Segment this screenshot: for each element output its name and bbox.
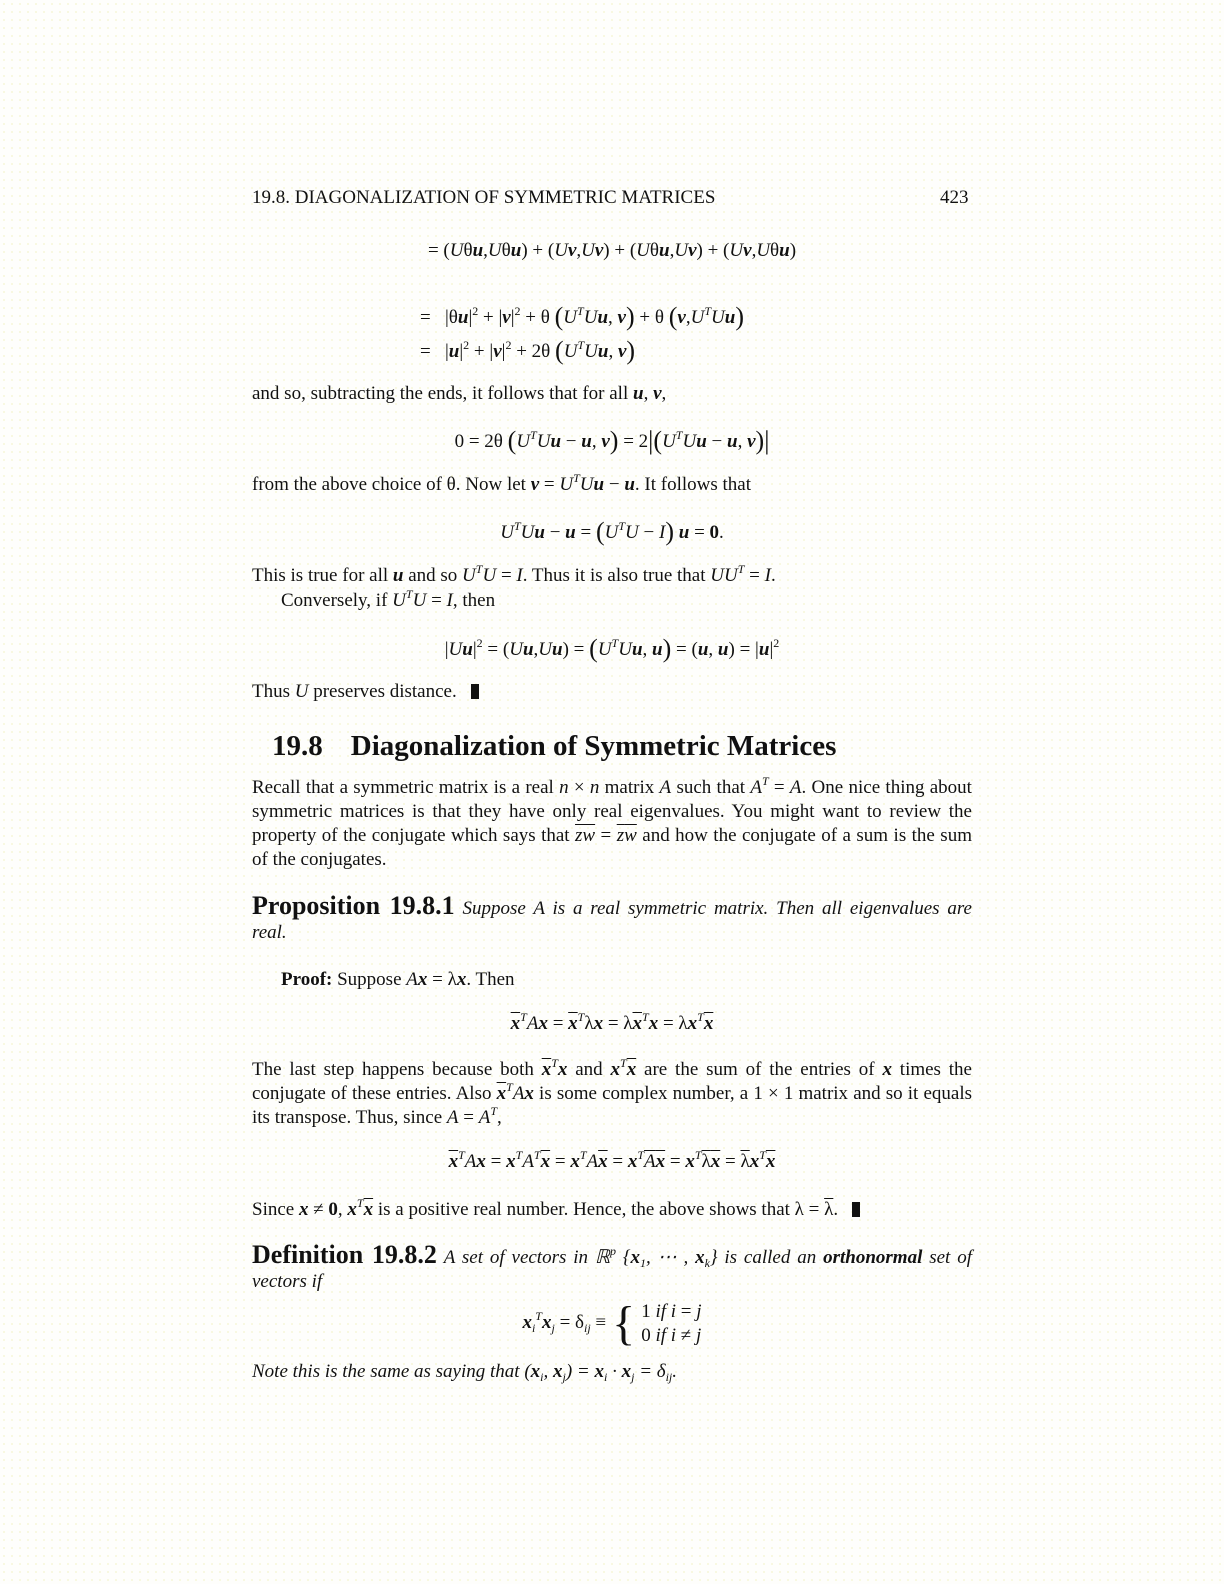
- equation-3: = $|u|^2 + |v|^2 + 2\theta$ ($U^TUu$, v): [420, 336, 636, 365]
- paragraph-choice-theta: from the above choice of θ. Now let $v = U^TUu - u$. It follows that: [252, 471, 751, 495]
- paragraph-true-for-all: This is true for all u and so $U^TU = I$. Thus it is also true that $UU^T = I$.: [252, 562, 776, 586]
- section-title: Diagonalization of Symmetric Matrices: [350, 730, 837, 762]
- proposition-label: Proposition 19.8.1: [252, 891, 455, 920]
- paragraph-last-step: The last step happens because both $\overline{x}^Tx$ and $x^T\overline{x}$ are the sum of the entries of x times the conjugate of these entries. Also $\overline{x}^TAx$ is some complex number, a 1 × 1 matrix and so it equals its transpose. Thus, since $A = A^T$,: [252, 1056, 973, 1128]
- equation-1: = (Uθu,Uθu) + (Uv,Uv) + (Uθu,Uv) + (Uv,Uθu): [427, 240, 797, 261]
- equation-2: = $|\theta u|^2 + |v|^2 + \theta$ ($U^TUu$, v) + θ $(v,U^TUu)$: [420, 302, 744, 331]
- definition-19-8-2: Definition 19.8.2 A set of vectors in ℝ$^p$ {$x_1$, ⋯ , $x_k$} is called an orthonormal set of vectors if: [252, 1240, 972, 1292]
- definition-keyword: orthonormal: [823, 1247, 923, 1268]
- paragraph-intro: Recall that a symmetric matrix is a real n × n matrix A such that $A^T = A$. One nice thing about symmetric matrices is that they have only real eigenvalues. You might want to review the property of the conjugate which says that $\overline{zw} = \overline{z}\overline{w}$ and how the conjugate of a sum is the sum of the conjugates.: [252, 774, 972, 870]
- paragraph-since-x-nonzero: Since x ≠ 0, $x^T\overline{x}$ is a positive real number. Hence, the above shows that $\lambda = \overline{\lambda}$.: [252, 1198, 860, 1222]
- section-number: 19.8: [272, 730, 323, 762]
- page-number: 423: [940, 187, 969, 208]
- equation-4: 0 = 2θ ($U^TUu - u$, $v) = 2|(U^TUu - u$, v)|: [454, 426, 770, 455]
- proof-start: Proof: Suppose Ax = λx. Then: [281, 969, 515, 990]
- equation-5: $U^TUu - u = (U^TU - I) u = 0$.: [500, 517, 724, 546]
- qed-icon: [471, 684, 479, 699]
- proposition-body: Suppose A is a real symmetric matrix. Then all eigenvalues are real.: [252, 898, 972, 943]
- proposition-19-8-1: [252, 891, 972, 945]
- definition-label: Definition 19.8.2: [252, 1240, 437, 1269]
- proof-label: Proof:: [281, 969, 333, 990]
- paragraph-conversely: Conversely, if $U^TU = I$, then: [281, 587, 496, 611]
- equation-9: $x_i^Tx_j = \delta_{ij}$ ≡ { 1 if i = j 0 if i ≠ j: [522, 1297, 702, 1350]
- paragraph-note: Note this is the same as saying that ($x_i$, $x_j) = x_i \cdot x_j = \delta_{ij}$.: [252, 1361, 678, 1384]
- section-heading: [272, 730, 836, 763]
- equation-6: $|Uu|^2 = (Uu,Uu) = (U^TUu$, u) = (u, $u) = |u|^2$: [444, 634, 780, 663]
- running-header: 19.8. DIAGONALIZATION OF SYMMETRIC MATRICES: [252, 187, 716, 208]
- paragraph-subtracting: and so, subtracting the ends, it follows that for all u, v,: [252, 383, 667, 404]
- equation-7: $\overline{x}^TAx = \overline{x}^T\lambda x = \lambda\overline{x}^Tx = \lambda x^T\overline{x}$: [510, 1010, 714, 1034]
- equation-8: $\overline{x}^TAx = x^TA^T\overline{x} = x^TA\overline{x} = x^TAx = x^T\lambda x = \overline{\lambda}x^T\overline{x}$: [448, 1148, 776, 1172]
- qed-icon: [852, 1202, 860, 1217]
- paragraph-preserves-distance: Thus U preserves distance.: [252, 680, 479, 704]
